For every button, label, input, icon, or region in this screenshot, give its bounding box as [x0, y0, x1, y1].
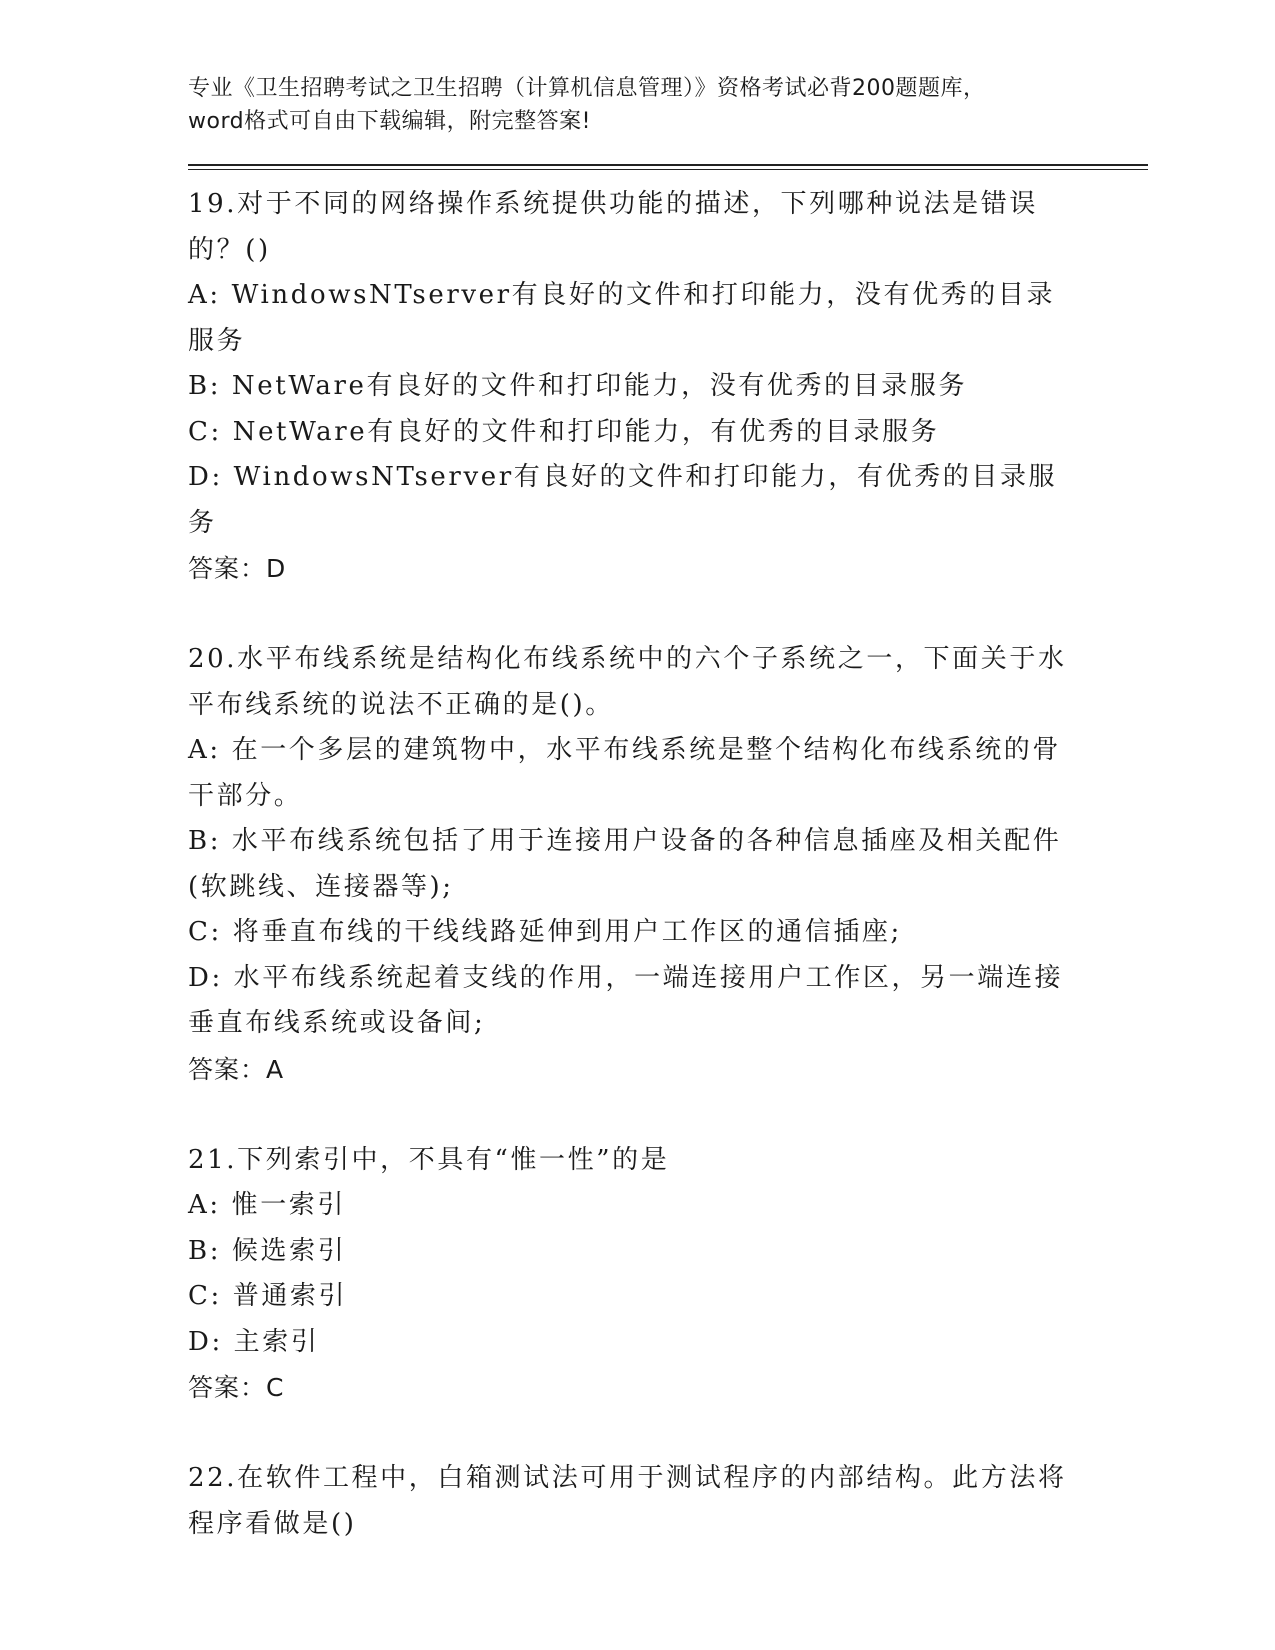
- answer-text: 答案：D: [188, 554, 287, 583]
- document-page: [188, 72, 1148, 1547]
- question-19: [188, 182, 1068, 591]
- option-b: B: 候选索引: [188, 1235, 347, 1266]
- option-c: C: 普通索引: [188, 1281, 348, 1311]
- question-stem: 20.水平布线系统是结构化布线系统中的六个子系统之一，下面关于水平布线系统的说法不正确的是()。: [188, 644, 1067, 720]
- header-divider: [188, 164, 1148, 170]
- option-d: D: 主索引: [188, 1326, 320, 1357]
- question-list: [188, 182, 1068, 1547]
- question-stem: 22.在软件工程中，白箱测试法可用于测试程序的内部结构。此方法将程序看做是(): [188, 1463, 1067, 1539]
- question-20: [188, 637, 1068, 1092]
- option-b: B: 水平布线系统包括了用于连接用户设备的各种信息插座及相关配件(软跳线、连接器等);: [188, 826, 1062, 902]
- option-c: C: 将垂直布线的干线线路延伸到用户工作区的通信插座;: [188, 917, 902, 947]
- question-21: [188, 1138, 1068, 1411]
- option-a: A: WindowsNTserver有良好的文件和打印能力，没有优秀的目录服务: [188, 280, 1056, 356]
- question-22: [188, 1456, 1068, 1547]
- header-title-line-1: 专业《卫生招聘考试之卫生招聘（计算机信息管理）》资格考试必背200题题库，: [188, 76, 986, 101]
- answer-text: 答案：C: [188, 1373, 285, 1402]
- question-stem: 21.下列索引中，不具有“惟一性”的是: [188, 1144, 670, 1175]
- option-a: A: 在一个多层的建筑物中，水平布线系统是整个结构化布线系统的骨干部分。: [188, 735, 1062, 811]
- answer-text: 答案：A: [188, 1054, 285, 1084]
- option-d: D: WindowsNTserver有良好的文件和打印能力，有优秀的目录服务: [188, 462, 1058, 538]
- option-b: B: NetWare有良好的文件和打印能力，没有优秀的目录服务: [188, 371, 968, 401]
- document-header: [188, 72, 1148, 138]
- option-a: A: 惟一索引: [188, 1190, 347, 1220]
- option-d: D: 水平布线系统起着支线的作用，一端连接用户工作区，另一端连接垂直布线系统或设备间;: [188, 962, 1064, 1038]
- option-c: C: NetWare有良好的文件和打印能力，有优秀的目录服务: [188, 416, 940, 447]
- question-stem: 19.对于不同的网络操作系统提供功能的描述，下列哪种说法是错误的？(): [188, 189, 1038, 265]
- header-title-line-2: word格式可自由下载编辑，附完整答案!: [188, 109, 591, 134]
